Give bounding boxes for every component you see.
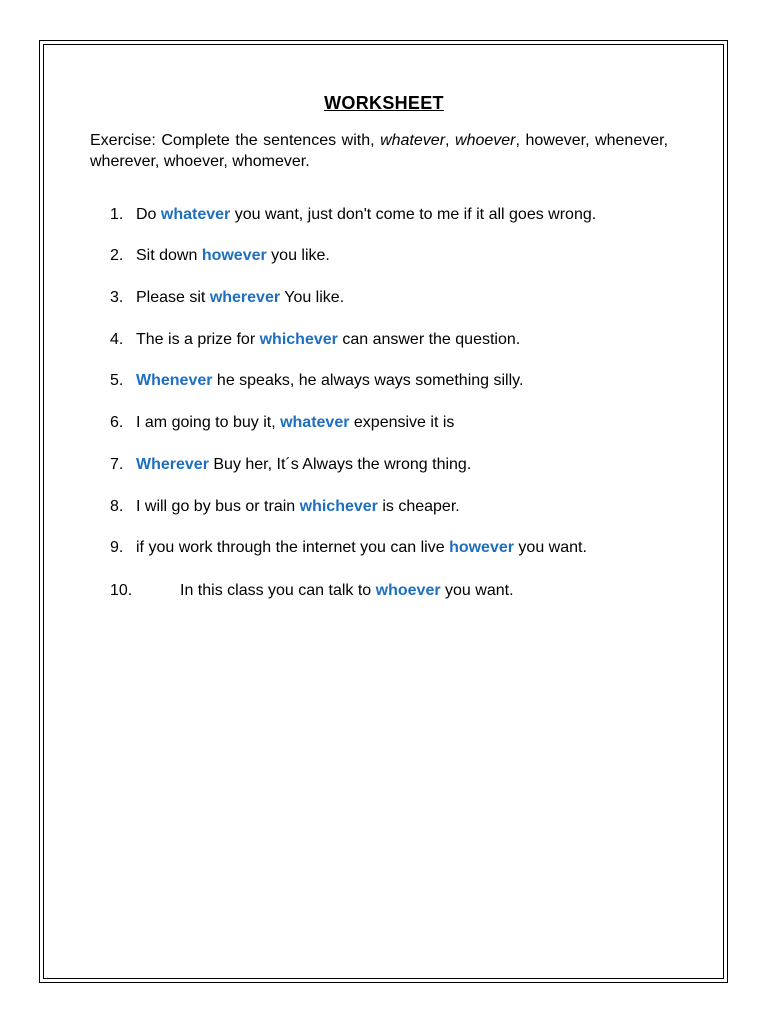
item-answer: whatever [280,414,350,431]
item-text-after: you want. [513,539,587,556]
item-answer: whoever [375,582,441,599]
sentence-item-5 [110,371,523,391]
item-number: 10. [110,582,133,599]
item-text-after: You like. [280,289,345,306]
item-number: 4. [110,331,124,348]
item-answer: however [201,247,267,264]
instructions-suffix: , however, whenever, wherever, whoever, whomever. [90,132,669,170]
instructions-prefix: Exercise: Complete the sentences with, [90,132,381,149]
sentence-item-3 [110,288,344,308]
item-text-after: you like. [266,247,330,264]
item-answer: Wherever [136,456,209,473]
item-number: 8. [110,498,124,515]
item-number: 5. [110,372,124,389]
item-number: 9. [110,539,124,556]
item-answer: however [449,539,514,556]
item-text-after: you want, just don't come to me if it all goes wrong. [230,206,597,223]
item-number: 3. [110,289,124,306]
instructions-word-whoever: whoever [455,132,516,149]
item-text-before: Do [136,206,161,223]
item-number: 6. [110,414,124,431]
worksheet-title: WORKSHEET [324,93,444,113]
item-answer: wherever [209,289,281,306]
sentence-item-6 [110,413,454,433]
item-answer: whichever [259,331,338,348]
item-text-before: In this class you can talk to [180,582,376,599]
sentence-item-8 [110,497,460,517]
item-text-after: he speaks, he always ways something silly. [212,372,524,389]
item-text-after: is cheaper. [377,498,460,515]
item-number: 1. [110,206,124,223]
item-answer: Whenever [136,372,213,389]
item-text-after: expensive it is [349,414,455,431]
instructions-separator: , [445,132,456,149]
sentence-item-10 [110,581,514,601]
sentence-item-7 [110,455,471,475]
item-text-before: I will go by bus or train [136,498,300,515]
item-answer: whichever [299,498,378,515]
item-text-before: Sit down [136,247,202,264]
sentence-item-4 [110,330,520,350]
item-answer: whatever [160,206,231,223]
item-text-before: I am going to buy it, [136,414,281,431]
instructions-word-whatever: whatever [380,132,446,149]
item-number: 2. [110,247,124,264]
item-text-before: if you work through the internet you can live [136,539,450,556]
item-text-before: Please sit [136,289,210,306]
item-text-before: The is a prize for [136,331,260,348]
exercise-instructions [90,130,668,172]
sentence-item-9 [110,538,587,558]
item-text-after: you want. [440,582,514,599]
sentence-item-1 [110,205,596,225]
item-number: 7. [110,456,124,473]
item-text-after: can answer the question. [337,331,521,348]
item-text-after: Buy her, It´s Always the wrong thing. [208,456,472,473]
sentence-item-2 [110,246,330,266]
